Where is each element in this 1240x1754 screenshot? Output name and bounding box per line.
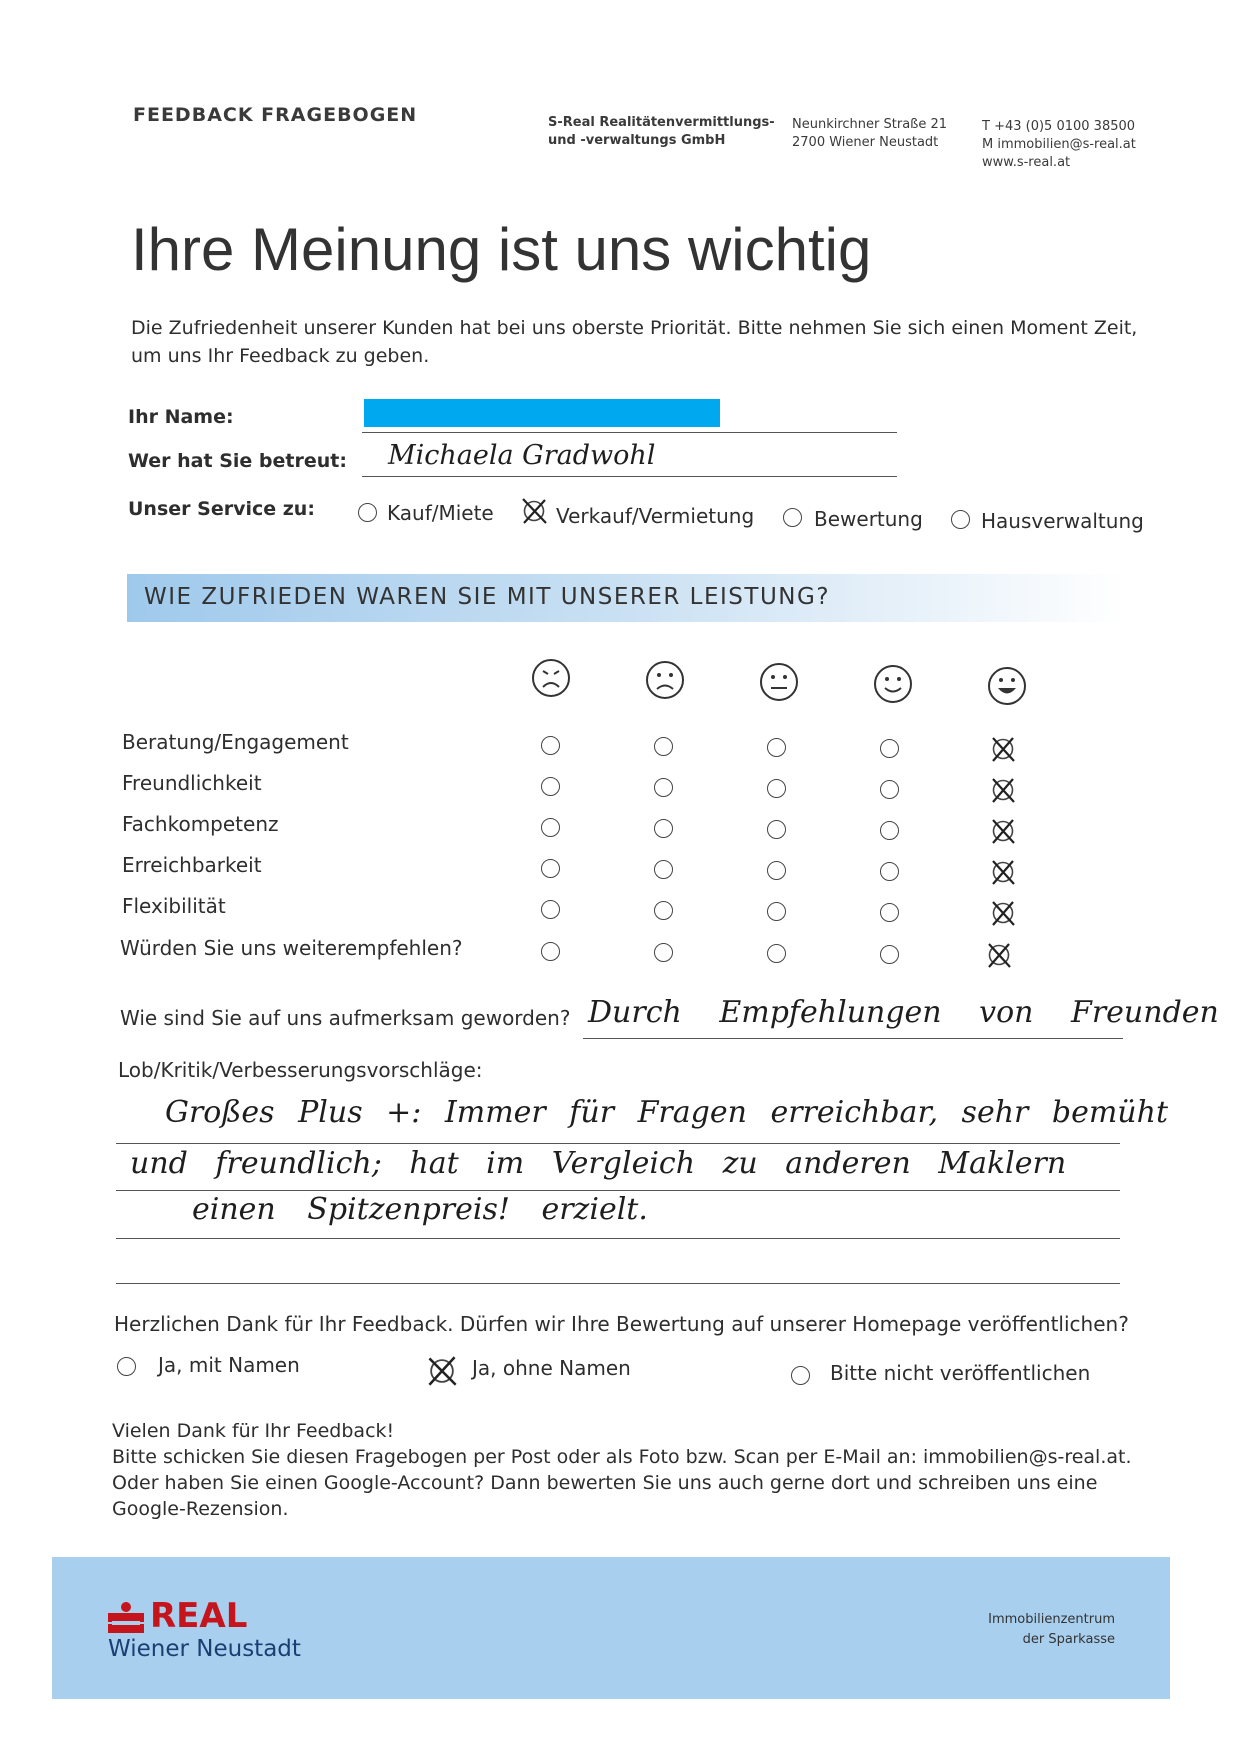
service-verkauf-label: Verkauf/Vermietung [556, 504, 755, 528]
footer-thanks: Vielen Dank für Ihr Feedback! [112, 1420, 395, 1442]
company-address [792, 116, 947, 152]
comment-rule [116, 1238, 1120, 1239]
publish-without-name-label: Ja, ohne Namen [472, 1356, 631, 1380]
rating-heading: WIE ZUFRIEDEN WAREN SIE MIT UNSERER LEISTUNG? [144, 584, 831, 610]
comment-line-1[interactable]: Großes Plus +: Immer für Fragen erreichbar, sehr bemüht [165, 1095, 1169, 1130]
comment-rule [116, 1283, 1120, 1284]
company-name [548, 114, 775, 150]
neutral-face-icon [759, 662, 799, 702]
rating-option-1[interactable] [541, 818, 560, 837]
comment-line-2[interactable]: und freundlich; hat im Vergleich zu anderen Maklern [130, 1146, 1067, 1181]
rating-option-3[interactable] [767, 861, 786, 880]
website: www.s-real.at [982, 155, 1071, 170]
rating-option-3[interactable] [767, 944, 786, 963]
rating-row-label: Beratung/Engagement [122, 730, 349, 754]
rating-option-1[interactable] [541, 900, 560, 919]
very-happy-face-icon [987, 666, 1027, 706]
source-label: Wie sind Sie auf uns aufmerksam geworden? [120, 1006, 571, 1030]
rating-option-5-checked[interactable] [989, 817, 1017, 845]
caretaker-value[interactable]: Michaela Gradwohl [388, 440, 656, 471]
rating-option-2[interactable] [654, 778, 673, 797]
sparkasse-s-logo-icon [108, 1602, 144, 1634]
rating-option-4[interactable] [880, 945, 899, 964]
rating-option-5-checked[interactable] [989, 735, 1017, 763]
address-line-1: Neunkirchner Straße 21 [792, 117, 948, 132]
form-title: FEEDBACK FRAGEBOGEN [133, 104, 418, 126]
brand-tagline [980, 1610, 1115, 1650]
unhappy-face-icon [645, 660, 685, 700]
publish-no-label: Bitte nicht veröffentlichen [830, 1361, 1091, 1385]
rating-option-4[interactable] [880, 780, 899, 799]
rating-row-label: Würden Sie uns weiterempfehlen? [120, 936, 463, 960]
service-bewertung-label: Bewertung [814, 507, 923, 531]
rating-option-1[interactable] [541, 777, 560, 796]
publish-no-radio[interactable] [791, 1366, 810, 1385]
rating-option-1[interactable] [541, 942, 560, 961]
service-kauf-label: Kauf/Miete [387, 501, 494, 525]
company-contact [982, 118, 1136, 172]
service-hausverwaltung-label: Hausverwaltung [981, 509, 1144, 533]
rating-option-2[interactable] [654, 819, 673, 838]
service-verkauf-checkbox[interactable] [520, 497, 548, 525]
footer-instructions: Bitte schicken Sie diesen Fragebogen per Post oder als Foto bzw. Scan per E-Mail an: immobilien@s-real.at. [112, 1446, 1132, 1468]
intro-text: Die Zufriedenheit unserer Kunden hat bei uns oberste Priorität. Bitte nehmen Sie sich einen Moment Zeit, um uns Ihr Feedback zu geben. [131, 317, 1138, 367]
service-bewertung-radio[interactable] [783, 508, 802, 527]
publish-question: Herzlichen Dank für Ihr Feedback. Dürfen wir Ihre Bewertung auf unserer Homepage veröffentlichen? [114, 1312, 1129, 1336]
rating-option-2[interactable] [654, 737, 673, 756]
very-unhappy-face-icon [531, 658, 571, 698]
rating-option-5-checked[interactable] [985, 941, 1013, 969]
rating-option-3[interactable] [767, 738, 786, 757]
footer-google-review: Google-Rezension. [112, 1498, 289, 1520]
rating-option-4[interactable] [880, 903, 899, 922]
brand-logo-text: REAL [150, 1596, 248, 1636]
company-line-2: und -verwaltungs GmbH [548, 133, 726, 148]
rating-option-3[interactable] [767, 779, 786, 798]
rating-option-4[interactable] [880, 739, 899, 758]
rating-option-2[interactable] [654, 943, 673, 962]
brand-tagline-2: der Sparkasse [1022, 1632, 1115, 1647]
publish-with-name-radio[interactable] [117, 1357, 136, 1376]
footer-google-hint: Oder haben Sie einen Google-Account? Dann bewerten Sie uns auch gerne dort und schreiben uns eine [112, 1472, 1098, 1494]
caretaker-field-line [362, 476, 897, 477]
rating-option-2[interactable] [654, 901, 673, 920]
rating-option-4[interactable] [880, 862, 899, 881]
caretaker-label: Wer hat Sie betreut: [128, 450, 347, 472]
brand-city: Wiener Neustadt [108, 1636, 301, 1662]
rating-option-5-checked[interactable] [989, 899, 1017, 927]
rating-option-3[interactable] [767, 902, 786, 921]
name-field-line[interactable] [362, 432, 897, 433]
service-label: Unser Service zu: [128, 498, 315, 520]
email-address: M immobilien@s-real.at [982, 137, 1136, 152]
rating-option-3[interactable] [767, 820, 786, 839]
happy-face-icon [873, 664, 913, 704]
rating-option-4[interactable] [880, 821, 899, 840]
source-answer[interactable]: Durch Empfehlungen von Freunden [588, 995, 1219, 1030]
rating-option-5-checked[interactable] [989, 776, 1017, 804]
source-field-line [583, 1038, 1123, 1039]
rating-option-2[interactable] [654, 860, 673, 879]
name-label: Ihr Name: [128, 406, 234, 428]
comment-rule [116, 1143, 1120, 1144]
address-line-2: 2700 Wiener Neustadt [792, 135, 939, 150]
page-headline: Ihre Meinung ist uns wichtig [131, 216, 872, 283]
phone-number: T +43 (0)5 0100 38500 [982, 119, 1136, 134]
publish-with-name-label: Ja, mit Namen [158, 1353, 300, 1377]
rating-row-label: Flexibilität [122, 894, 226, 918]
comment-line-3[interactable]: einen Spitzenpreis! erzielt. [192, 1192, 648, 1227]
rating-option-1[interactable] [541, 736, 560, 755]
rating-row-label: Freundlichkeit [122, 771, 262, 795]
publish-without-name-checkbox[interactable] [426, 1355, 458, 1387]
redacted-name [364, 399, 720, 427]
company-line-1: S-Real Realitätenvermittlungs- [548, 115, 775, 130]
service-hausverwaltung-radio[interactable] [951, 510, 970, 529]
rating-option-5-checked[interactable] [989, 858, 1017, 886]
rating-row-label: Erreichbarkeit [122, 853, 262, 877]
comment-rule [116, 1190, 1120, 1191]
rating-row-label: Fachkompetenz [122, 812, 279, 836]
comments-label: Lob/Kritik/Verbesserungsvorschläge: [118, 1058, 483, 1082]
service-kauf-radio[interactable] [358, 503, 377, 522]
brand-tagline-1: Immobilienzentrum [988, 1612, 1115, 1627]
rating-option-1[interactable] [541, 859, 560, 878]
